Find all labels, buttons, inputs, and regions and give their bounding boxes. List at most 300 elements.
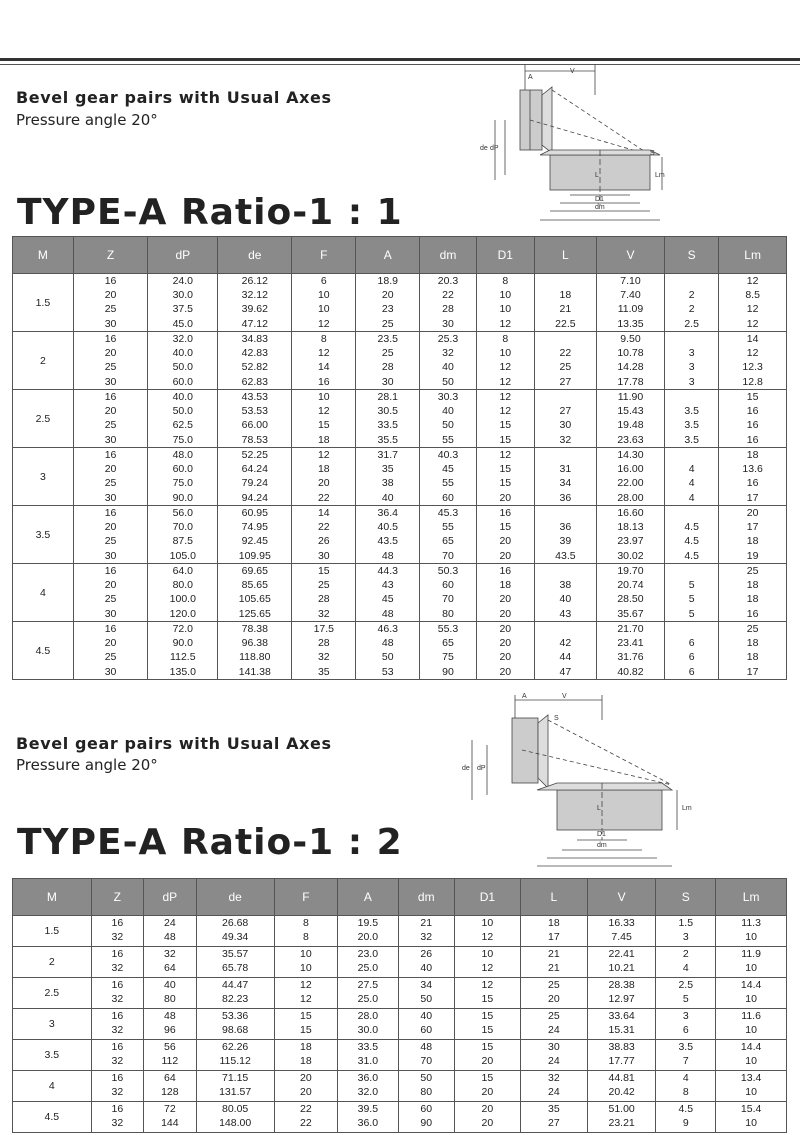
- dp-value: 75.0: [172, 433, 194, 446]
- v-value: 16.60: [617, 507, 644, 519]
- l-value: 25: [548, 1010, 560, 1022]
- dp-value: 56: [163, 1041, 176, 1053]
- dm-value: 65: [442, 535, 454, 548]
- de-value: 78.53: [241, 433, 268, 446]
- d1-value: 20: [499, 637, 512, 650]
- s-value: 4: [682, 1072, 689, 1084]
- cell-dp: [144, 978, 197, 1009]
- f-value: 35: [317, 665, 330, 678]
- th-a: A: [356, 237, 420, 274]
- s-value: 5: [688, 607, 695, 620]
- cell-l: [534, 448, 596, 506]
- cell-de: [218, 390, 292, 448]
- dp-value: 70.0: [172, 521, 194, 534]
- v-value: 23.63: [617, 433, 644, 446]
- dp-value: 128: [161, 1086, 179, 1098]
- s-value: 5: [688, 593, 695, 606]
- s-value: 4: [688, 477, 695, 490]
- z-value: 16: [111, 1103, 124, 1115]
- l-value: 38: [559, 579, 572, 592]
- a-value: 50: [381, 651, 394, 664]
- lm-value: 17: [746, 491, 759, 504]
- cell-s: [665, 506, 719, 564]
- lm-value: 18: [746, 593, 759, 606]
- th2-dm: dm: [398, 879, 454, 916]
- lm-value: 17: [746, 521, 759, 534]
- z-value: 32: [111, 1024, 124, 1036]
- f-value: 22: [317, 521, 330, 534]
- dp-value: 40.0: [172, 391, 194, 403]
- dm-value: 20.3: [437, 275, 459, 287]
- section2-heading: Bevel gear pairs with Usual Axes: [16, 734, 332, 753]
- th2-de: de: [196, 879, 274, 916]
- lm-value: 18: [746, 449, 759, 461]
- f-value: 15: [317, 565, 330, 577]
- diagram1-label-dp: dP: [490, 145, 499, 152]
- dm-value: 60: [420, 1024, 433, 1036]
- v-value: 28.50: [617, 593, 644, 606]
- cell-m: [13, 1040, 92, 1071]
- d1-value: 15: [481, 993, 494, 1005]
- a-value: 27.5: [357, 979, 379, 991]
- th2-a: A: [338, 879, 398, 916]
- dp-value: 40.0: [172, 347, 194, 360]
- z-value: 25: [104, 419, 117, 432]
- dp-value: 48: [163, 1010, 176, 1022]
- d1-value: 10: [499, 289, 512, 302]
- s-value: 3: [682, 1010, 689, 1022]
- table-row: [13, 622, 787, 680]
- cell-z: [91, 1040, 143, 1071]
- a-value: 48: [381, 637, 394, 650]
- cell-z: [91, 1102, 143, 1133]
- f-value: 10: [317, 391, 330, 403]
- d1-value: 20: [499, 607, 512, 620]
- section1-type-title: TYPE-A Ratio-1 : 1: [17, 192, 403, 233]
- cell-m: [13, 622, 74, 680]
- d1-value: 12: [499, 405, 512, 418]
- s-value: 9: [682, 1117, 689, 1129]
- l-value: 36: [559, 521, 572, 534]
- f-value: 18: [300, 1055, 312, 1067]
- cell-m: [13, 978, 92, 1009]
- dm-value: 22: [442, 289, 454, 302]
- module-value: 2: [48, 956, 55, 968]
- table-row: [13, 332, 787, 390]
- v-value: 22.00: [617, 477, 644, 490]
- a-value: 39.5: [357, 1103, 379, 1115]
- de-value: 69.65: [241, 565, 268, 577]
- z-value: 20: [104, 637, 117, 650]
- f-value: 16: [317, 375, 330, 388]
- dp-value: 135.0: [169, 665, 196, 678]
- section1-heading: Bevel gear pairs with Usual Axes: [16, 88, 332, 107]
- z-value: 16: [111, 948, 124, 960]
- z-value: 30: [104, 549, 117, 562]
- th-d1: D1: [476, 237, 534, 274]
- s-value: 2: [682, 948, 689, 960]
- s-value: 1.5: [678, 917, 694, 929]
- dm-value: 48: [420, 1041, 433, 1053]
- cell-dp: [148, 274, 218, 332]
- cell-m: [13, 1071, 92, 1102]
- d1-value: 10: [481, 917, 494, 929]
- de-value: 35.57: [222, 948, 249, 960]
- z-value: 20: [104, 463, 117, 476]
- v-value: 7.40: [620, 289, 641, 302]
- de-value: 94.24: [241, 491, 268, 504]
- cell-lm: [719, 622, 787, 680]
- v-value: 17.78: [617, 375, 644, 388]
- de-value: 34.83: [241, 333, 268, 345]
- table-row: [13, 947, 787, 978]
- dm-value: 90: [420, 1117, 433, 1129]
- cell-f: [292, 390, 356, 448]
- cell-z: [91, 978, 143, 1009]
- l-value: 27: [548, 1117, 560, 1129]
- a-value: 23.0: [357, 948, 379, 960]
- v-value: 21.70: [617, 623, 644, 635]
- cell-dp: [144, 1071, 197, 1102]
- spec-table-ratio-1-1: [12, 236, 787, 680]
- v-value: 20.74: [617, 579, 644, 592]
- l-value: 42: [559, 637, 572, 650]
- dp-value: 112: [161, 1055, 179, 1067]
- dp-value: 90.0: [172, 637, 194, 650]
- dp-value: 96: [163, 1024, 176, 1036]
- d1-value: 20: [499, 491, 512, 504]
- d1-value: 15: [499, 477, 512, 490]
- z-value: 16: [111, 1072, 124, 1084]
- cell-f: [274, 1102, 338, 1133]
- dp-value: 80.0: [172, 579, 194, 592]
- f-value: 12: [317, 317, 330, 330]
- cell-a: [356, 390, 420, 448]
- s-value: 3: [682, 931, 689, 943]
- cell-m: [13, 506, 74, 564]
- a-value: 48: [381, 549, 394, 562]
- lm-value: 10: [745, 962, 757, 974]
- d1-value: 20: [499, 593, 512, 606]
- de-value: 66.00: [241, 419, 268, 432]
- dp-value: 90.0: [172, 491, 194, 504]
- de-value: 118.80: [239, 651, 271, 664]
- d1-value: 20: [499, 623, 512, 635]
- f-value: 28: [317, 637, 330, 650]
- cell-m: [13, 1102, 92, 1133]
- lm-value: 10: [745, 1055, 757, 1067]
- f-value: 20: [300, 1086, 312, 1098]
- module-value: 3: [48, 1018, 55, 1030]
- lm-value: 14.4: [740, 979, 762, 991]
- v-value: 13.35: [617, 317, 644, 330]
- f-value: 18: [317, 463, 330, 476]
- d1-value: 15: [499, 521, 512, 534]
- l-value: 17: [548, 931, 560, 943]
- cell-f: [292, 622, 356, 680]
- d1-value: 15: [481, 1041, 494, 1053]
- a-value: 43.5: [377, 535, 398, 548]
- cell-dm: [420, 390, 476, 448]
- dm-value: 25.3: [437, 333, 459, 345]
- cell-dm: [398, 947, 454, 978]
- dp-value: 60.0: [172, 463, 194, 476]
- f-value: 22: [300, 1103, 312, 1115]
- z-value: 30: [104, 433, 117, 446]
- table-row: [13, 564, 787, 622]
- lm-value: 14.4: [740, 1041, 762, 1053]
- cell-l: [534, 564, 596, 622]
- cell-s: [665, 390, 719, 448]
- cell-s: [656, 916, 716, 947]
- s-value: 2: [688, 303, 695, 316]
- table-row: [13, 448, 787, 506]
- cell-f: [292, 332, 356, 390]
- s-value: [665, 564, 718, 578]
- dp-value: 87.5: [172, 535, 194, 548]
- cell-f: [274, 1009, 338, 1040]
- v-value: 23.41: [617, 637, 644, 650]
- l-value: 44: [559, 651, 572, 664]
- bevel-gear-diagram-2: [462, 690, 702, 870]
- s-value: 6: [688, 651, 695, 664]
- lm-value: 15: [746, 391, 759, 403]
- l-value: 43: [559, 607, 572, 620]
- th2-s: S: [656, 879, 716, 916]
- a-value: 28.0: [357, 1010, 379, 1022]
- de-value: 79.24: [241, 477, 268, 490]
- s-value: 2.5: [678, 979, 694, 991]
- z-value: 16: [111, 1010, 124, 1022]
- de-value: 53.36: [222, 1010, 249, 1022]
- dm-value: 55.3: [437, 623, 459, 635]
- f-value: 30: [317, 549, 330, 562]
- f-value: 14: [317, 507, 330, 519]
- cell-s: [656, 1071, 716, 1102]
- a-value: 36.0: [357, 1117, 379, 1129]
- v-value: 14.28: [617, 361, 644, 374]
- cell-dp: [144, 947, 197, 978]
- dp-value: 80: [163, 993, 176, 1005]
- th2-z: Z: [91, 879, 143, 916]
- cell-dm: [398, 1071, 454, 1102]
- cell-l: [520, 1040, 587, 1071]
- module-value: 2: [39, 354, 46, 367]
- cell-l: [534, 332, 596, 390]
- cell-de: [196, 1102, 274, 1133]
- table-row: [13, 274, 787, 332]
- cell-a: [356, 564, 420, 622]
- z-value: 16: [104, 565, 117, 577]
- dp-value: 100.0: [169, 593, 196, 606]
- dm-value: 55: [442, 521, 454, 534]
- l-value: 32: [548, 1072, 560, 1084]
- cell-a: [356, 332, 420, 390]
- f-value: 22: [300, 1117, 312, 1129]
- cell-l: [520, 1102, 587, 1133]
- f-value: 22: [317, 491, 330, 504]
- cell-lm: [716, 1102, 787, 1133]
- s-value: 3.5: [678, 1041, 694, 1053]
- dm-value: 32: [420, 931, 433, 943]
- cell-a: [338, 1102, 398, 1133]
- cell-dp: [148, 332, 218, 390]
- d1-value: 12: [499, 375, 512, 388]
- s-value: 3.5: [684, 419, 699, 432]
- cell-de: [218, 564, 292, 622]
- cell-d1: [476, 564, 534, 622]
- l-value: [535, 622, 596, 636]
- l-value: 21: [548, 948, 560, 960]
- a-value: 38: [381, 477, 394, 490]
- dm-value: 28: [442, 303, 454, 316]
- de-value: 65.78: [222, 962, 249, 974]
- l-value: [535, 564, 596, 578]
- z-value: 20: [104, 289, 117, 302]
- dp-value: 50.0: [172, 361, 194, 374]
- lm-value: 19: [746, 549, 759, 562]
- z-value: 32: [111, 993, 124, 1005]
- lm-value: 11.9: [741, 948, 761, 960]
- cell-l: [534, 390, 596, 448]
- cell-d1: [454, 1040, 520, 1071]
- lm-value: 12: [746, 317, 759, 330]
- th-v: V: [596, 237, 664, 274]
- lm-value: 13.6: [742, 463, 763, 476]
- lm-value: 11.3: [741, 917, 761, 929]
- cell-d1: [454, 1071, 520, 1102]
- cell-dp: [148, 448, 218, 506]
- f-value: 10: [317, 303, 330, 316]
- module-value: 1.5: [35, 296, 51, 309]
- a-value: 23.5: [377, 333, 398, 345]
- v-value: 51.00: [608, 1103, 635, 1115]
- lm-value: 12: [746, 347, 759, 360]
- a-value: 28.1: [377, 391, 398, 403]
- z-value: 16: [104, 391, 117, 403]
- d1-value: 20: [481, 1117, 494, 1129]
- cell-dp: [148, 506, 218, 564]
- th-s: S: [665, 237, 719, 274]
- cell-m: [13, 332, 74, 390]
- l-value: 20: [548, 993, 560, 1005]
- f-value: 18: [300, 1041, 312, 1053]
- l-value: 34: [559, 477, 572, 490]
- dm-value: 75: [442, 651, 454, 664]
- d1-value: 10: [499, 347, 512, 360]
- s-value: 4.5: [684, 521, 699, 534]
- dp-value: 30.0: [172, 289, 194, 302]
- dp-value: 37.5: [172, 303, 194, 316]
- s-value: 4: [682, 962, 689, 974]
- cell-de: [196, 947, 274, 978]
- f-value: 17.5: [313, 623, 335, 635]
- de-value: 80.05: [222, 1103, 249, 1115]
- th-m: M: [13, 237, 74, 274]
- a-value: 40.5: [377, 521, 398, 534]
- d1-value: 12: [481, 979, 494, 991]
- cell-de: [196, 1071, 274, 1102]
- d1-value: 15: [481, 1010, 494, 1022]
- module-value: 4: [48, 1080, 55, 1092]
- table-row: [13, 978, 787, 1009]
- a-value: 45: [381, 593, 394, 606]
- cell-f: [292, 506, 356, 564]
- f-value: 12: [317, 449, 330, 461]
- f-value: 15: [300, 1024, 312, 1036]
- cell-lm: [716, 1040, 787, 1071]
- de-value: 141.38: [238, 665, 271, 678]
- v-value: 7.45: [611, 931, 632, 943]
- z-value: 32: [111, 1055, 124, 1067]
- z-value: 16: [104, 333, 117, 345]
- th-de: de: [218, 237, 292, 274]
- f-value: 10: [300, 948, 312, 960]
- dp-value: 144: [161, 1117, 179, 1129]
- th2-f: F: [274, 879, 338, 916]
- de-value: 47.12: [241, 317, 268, 330]
- d1-value: 20: [499, 549, 512, 562]
- z-value: 16: [111, 979, 124, 991]
- de-value: 39.62: [241, 303, 268, 316]
- diagram2-label-l: L: [597, 805, 601, 812]
- dm-value: 40: [420, 962, 433, 974]
- d1-value: 15: [499, 433, 512, 446]
- diagram2-label-a: A: [522, 693, 527, 700]
- cell-dm: [420, 448, 476, 506]
- lm-value: 18: [746, 535, 759, 548]
- cell-a: [338, 947, 398, 978]
- cell-l: [520, 1009, 587, 1040]
- v-value: 19.70: [617, 565, 644, 577]
- table2-header-row: [13, 879, 787, 916]
- lm-value: 10: [745, 1086, 757, 1098]
- a-value: 40: [381, 491, 394, 504]
- dp-value: 32.0: [172, 333, 194, 345]
- de-value: 82.23: [222, 993, 249, 1005]
- a-value: 31.7: [377, 449, 398, 461]
- de-value: 105.65: [238, 593, 271, 606]
- s-value: 3: [688, 375, 695, 388]
- spec-table-ratio-1-2: [12, 878, 787, 1133]
- z-value: 32: [111, 1117, 124, 1129]
- a-value: 30: [381, 375, 394, 388]
- module-value: 4.5: [44, 1111, 60, 1123]
- dm-value: 30.3: [437, 391, 459, 403]
- dm-value: 40: [442, 361, 454, 374]
- section2-type-title: TYPE-A Ratio-1 : 2: [17, 822, 403, 863]
- z-value: 16: [104, 449, 117, 461]
- section2-subheading: Pressure angle 20°: [16, 756, 158, 774]
- cell-dm: [420, 274, 476, 332]
- v-value: 14.30: [617, 449, 644, 461]
- f-value: 25: [317, 579, 330, 592]
- cell-dp: [144, 916, 197, 947]
- table-row: [13, 1102, 787, 1133]
- dm-value: 21: [420, 917, 433, 929]
- lm-value: 16: [746, 607, 759, 620]
- dm-value: 70: [442, 593, 454, 606]
- cell-z: [73, 622, 148, 680]
- th-dm: dm: [420, 237, 476, 274]
- d1-value: 12: [499, 317, 512, 330]
- d1-value: 20: [499, 535, 512, 548]
- cell-lm: [716, 947, 787, 978]
- v-value: 15.31: [608, 1024, 635, 1036]
- cell-de: [196, 916, 274, 947]
- v-value: 40.82: [617, 665, 644, 678]
- cell-de: [218, 332, 292, 390]
